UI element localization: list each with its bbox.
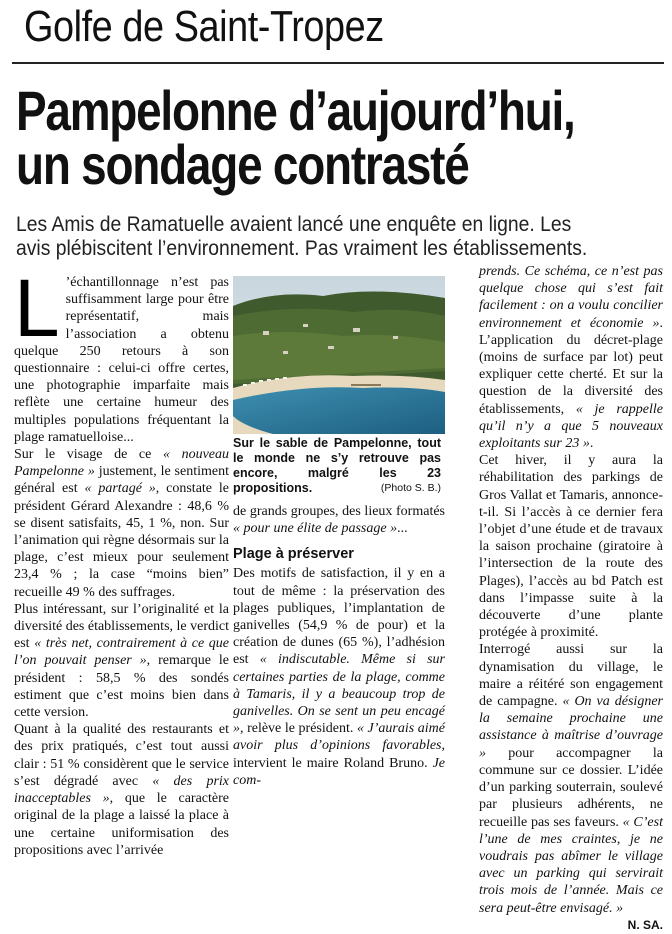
text: Des motifs de satisfaction, il y en a tout de même : la préservation des plages publiques, l’implantation de ganivelles (54,9 % de pour) et la création de dunes (65 %), l’adhésion est bbox=[233, 566, 445, 668]
author-signature: N. SA. bbox=[627, 917, 663, 932]
beach-photo-image bbox=[233, 276, 445, 434]
text: pour accompagner la commune sur ce dossier. L’idée d’un parking souterrain, soulevé par plusieurs adhérents, ne recueille pas ses faveurs. bbox=[479, 745, 663, 830]
quote: « partagé » bbox=[84, 481, 156, 497]
quote: « très net, contrairement à ce que l’on pouvait penser » bbox=[14, 636, 229, 669]
text: Sur le visage de ce bbox=[14, 447, 163, 463]
text: . bbox=[589, 436, 594, 452]
paragraph bbox=[14, 446, 229, 601]
quote: « des prix inacceptables » bbox=[14, 773, 229, 807]
drop-cap: L bbox=[14, 263, 60, 354]
quote: « nouveau Pampelonne » bbox=[14, 447, 229, 480]
paragraph bbox=[14, 601, 229, 721]
text: , relève le président. bbox=[240, 721, 357, 737]
article-column-3 bbox=[479, 263, 663, 934]
beach-photo bbox=[233, 276, 445, 434]
quote: prends. Ce schéma, ce n’est pas quelque chose qui s’est fait facilement : on a voulu concilier environnement et économie » bbox=[479, 264, 663, 331]
caption-text: Sur le sable de Pampelonne, tout le monde ne s’y retrouve pas encore, malgré les 23 propositions. bbox=[233, 436, 441, 495]
headline-line-2: un sondage contrasté bbox=[16, 133, 469, 196]
section-title: Golfe de Saint-Tropez bbox=[24, 2, 384, 51]
standfirst-line-2: avis plébiscitent l’environnement. Pas vraiment les établissements. bbox=[16, 237, 588, 260]
text: , constate le président Gérard Alexandre : 48,6 % se disent satisfaits, 45, 1 %, non. Sur l’animation qui règne désormais sur la plage, c’est mieux pour seulement 23,4 % ; la case “moins bien” recueille 49 % des suffrages. bbox=[14, 481, 229, 600]
text: , intervient le maire Roland Bruno. bbox=[233, 738, 445, 771]
paragraph bbox=[479, 641, 663, 916]
text: , remarque le président : 58,5 % des sondés estiment que c’est moins bien dans cette version. bbox=[14, 653, 229, 721]
paragraph-text: ’échantillonnage n’est pas suffisamment large pour être représentatif, mais l’association a obtenu quelque 250 retours à son questionnaire : celui-ci offre certes, une photographie imparfaite mais reflète une certaine humeur des multiples populations fréquentant la plage ramatuelloise... bbox=[14, 275, 229, 445]
paragraph bbox=[14, 721, 229, 859]
standfirst-line-1: Les Amis de Ramatuelle avaient lancé une enquête en ligne. Les bbox=[16, 213, 572, 236]
text: . L’application du décret-plage (moins de surface par lot) peut expliquer cette cherté. Et sur la question de la diversité des établissements, bbox=[479, 315, 663, 417]
quote: « C’est l’une de mes craintes, je ne voudrais pas abîmer le village avec un parking qui servirait trois mois de l’année. Mais ce sera peut-être envisagé. » bbox=[479, 814, 663, 916]
standfirst bbox=[16, 213, 660, 261]
quote: « On va désigner la semaine prochaine une assistance à maîtrise d’ouvrage » bbox=[479, 694, 663, 761]
subheading: Plage à préserver bbox=[233, 546, 354, 563]
quote: « je rappelle qu’il n’y a que 5 nouveaux exploitants sur 23 » bbox=[479, 401, 663, 452]
text: Interrogé aussi sur la dynamisation du village, le maire a réitéré son engagement de campagne. bbox=[479, 642, 663, 710]
paragraph bbox=[233, 503, 445, 537]
paragraph bbox=[233, 565, 445, 789]
paragraph bbox=[14, 263, 229, 446]
quote: « pour une élite de passage » bbox=[233, 521, 398, 537]
photo-credit: (Photo S. B.) bbox=[380, 482, 441, 494]
photo-caption bbox=[233, 436, 441, 496]
headline-line-1: Pampelonne d’aujourd’hui, bbox=[16, 79, 575, 142]
text: Plus intéressant, sur l’originalité et la diversité des établissements, le verdict est bbox=[14, 601, 229, 652]
paragraph bbox=[479, 263, 663, 452]
text: Quant à la qualité des restaurants et des prix pratiqués, c’est tout aussi clair : 51 % considèrent que le service s’est dégradé avec bbox=[14, 722, 229, 789]
article-column-1 bbox=[14, 263, 229, 858]
article-column-2 bbox=[233, 503, 445, 789]
text: justement, le sentiment général est bbox=[14, 464, 229, 497]
quote: Je com- bbox=[233, 755, 445, 788]
paragraph: Cet hiver, il y aura la réhabilitation des parkings de Gros Vallat et Tamaris, annonce-t-il. Si l’accès à ce dernier fera l’objet d’une étude et de travaux la saison prochaine (giratoire à l’intersection de la route des Plages), l’accès au bd Patch est dans l’impasse suite à la découverte d’une plante protégée à proximité. bbox=[479, 453, 663, 641]
text: de grands groupes, des lieux formatés bbox=[233, 504, 445, 519]
quote: « J’aurais aimé avoir plus d’opinions favorables bbox=[233, 721, 445, 754]
text: , que le caractère original de la plage a laissé la place à une certaine uniformisation des propositions avec l’arrivée bbox=[14, 791, 229, 858]
section-rule bbox=[12, 62, 664, 64]
headline bbox=[16, 79, 575, 196]
text: ... bbox=[397, 521, 408, 537]
quote: « indiscutable. Même si sur certaines parties de la plage, comme à Tamaris, il y a beaucoup trop de ganivelles. On se sent un peu encagé » bbox=[233, 652, 445, 737]
